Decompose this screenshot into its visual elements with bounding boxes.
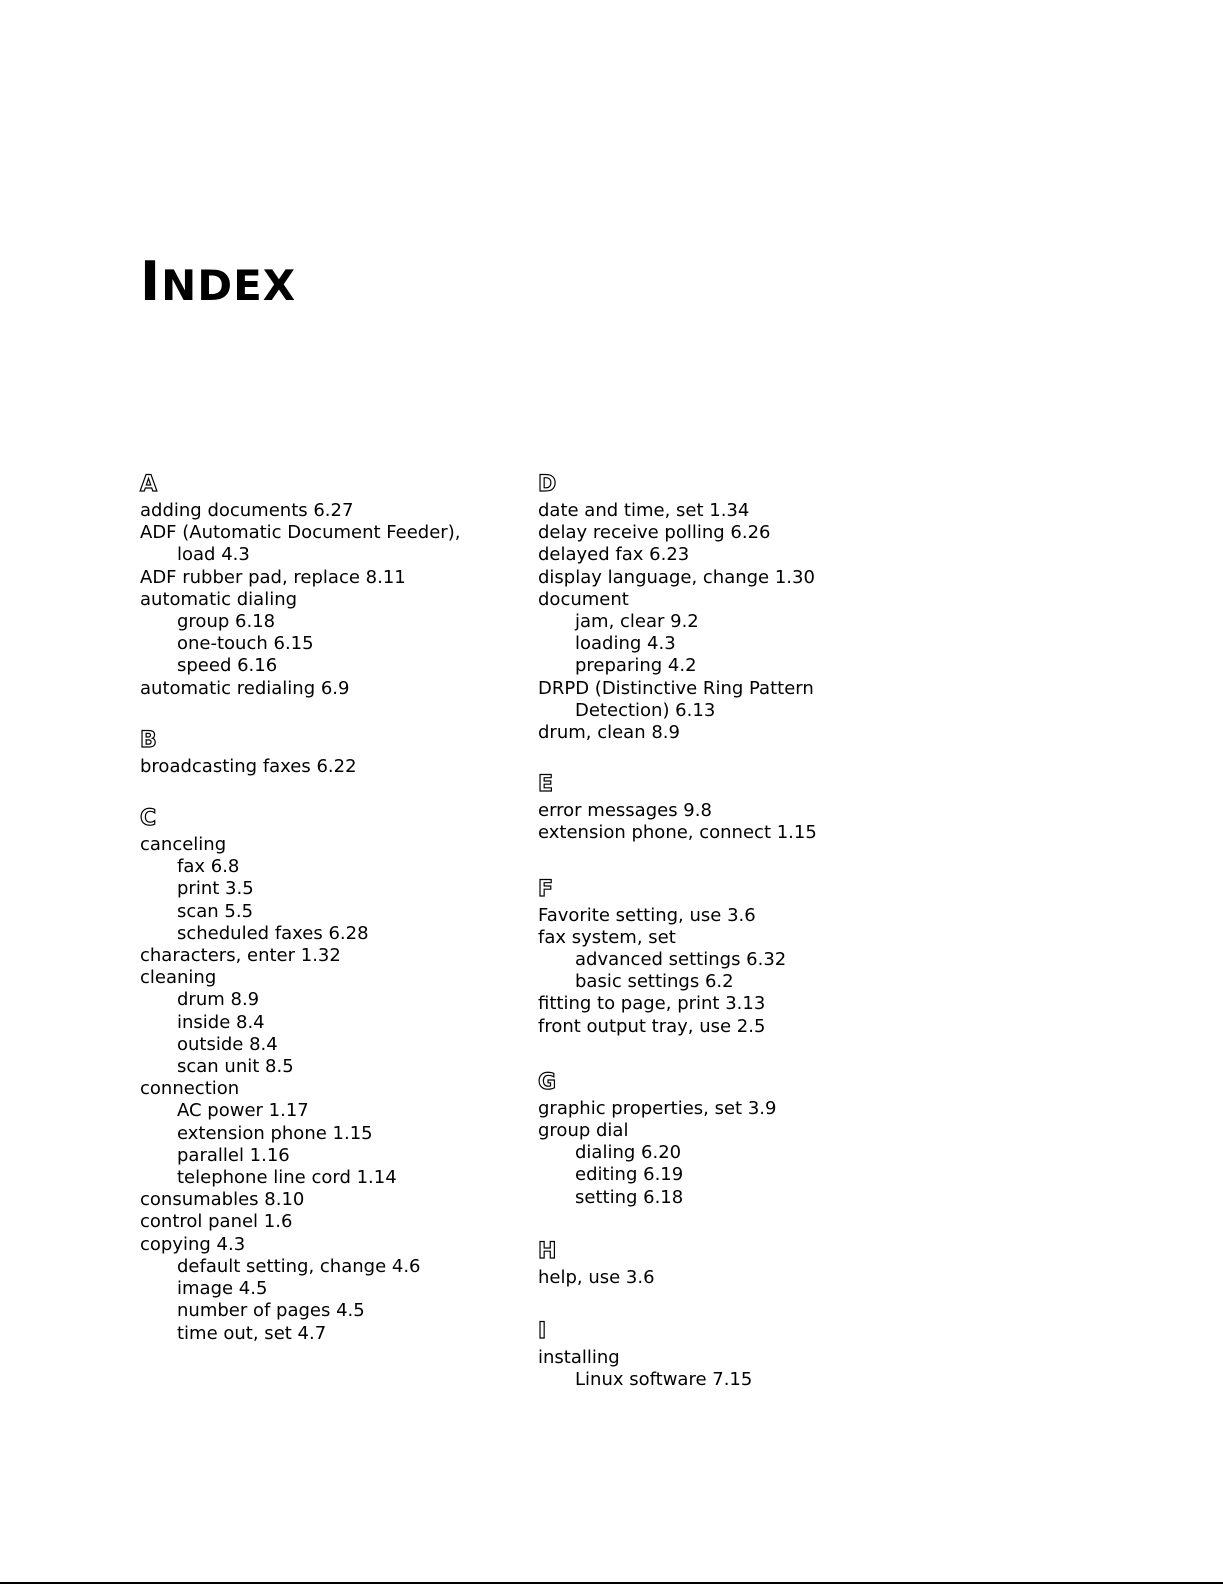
index-entry: fitting to page, print 3.13 (538, 993, 766, 1015)
index-entry: drum, clean 8.9 (538, 722, 680, 744)
index-entry: control panel 1.6 (140, 1211, 293, 1233)
section-letter: D (538, 472, 557, 497)
index-entry: group dial (538, 1120, 629, 1142)
index-subentry: basic settings 6.2 (575, 971, 734, 993)
index-subentry: telephone line cord 1.14 (177, 1167, 397, 1189)
index-subentry: time out, set 4.7 (177, 1322, 327, 1344)
index-entry: error messages 9.8 (538, 800, 712, 822)
section-letter: C (140, 806, 157, 832)
index-subentry: image 4.5 (177, 1278, 268, 1300)
index-entry: automatic dialing (140, 588, 298, 610)
index-subentry: speed 6.16 (177, 655, 278, 677)
index-subentry: outside 8.4 (177, 1033, 278, 1055)
index-section-b (140, 726, 500, 778)
index-subentry: inside 8.4 (177, 1011, 265, 1033)
index-subentry: dialing 6.20 (575, 1142, 682, 1164)
index-subentry: extension phone 1.15 (177, 1122, 373, 1144)
index-section-d (538, 470, 898, 744)
index-entry: consumables 8.10 (140, 1189, 305, 1211)
index-entry: broadcasting faxes 6.22 (140, 755, 357, 777)
title-rest: NDEX (161, 261, 297, 310)
section-letter: G (538, 1069, 557, 1095)
index-entry: front output tray, use 2.5 (538, 1015, 766, 1037)
index-section-e (538, 770, 898, 844)
index-subentry: Detection) 6.13 (575, 699, 716, 721)
index-subentry: loading 4.3 (575, 633, 676, 655)
title-initial: I (140, 250, 162, 313)
index-subentry: number of pages 4.5 (177, 1300, 365, 1322)
index-subentry: AC power 1.17 (177, 1100, 309, 1122)
index-entry: Favorite setting, use 3.6 (538, 904, 756, 926)
index-column-right (538, 470, 898, 1419)
index-entry: connection (140, 1078, 240, 1100)
index-entry: ADF (Automatic Document Feeder), (140, 522, 461, 544)
index-subentry: advanced settings 6.32 (575, 949, 787, 971)
index-column-left (140, 470, 500, 1373)
index-subentry: parallel 1.16 (177, 1144, 290, 1166)
index-entry: cleaning (140, 967, 217, 989)
index-subentry: jam, clear 9.2 (575, 611, 699, 633)
index-entry: date and time, set 1.34 (538, 500, 750, 521)
index-subentry: print 3.5 (177, 878, 254, 900)
index-subentry: preparing 4.2 (575, 655, 697, 677)
index-entry: DRPD (Distinctive Ring Pattern (538, 677, 814, 699)
index-section-h (538, 1237, 898, 1289)
index-subentry: scheduled faxes 6.28 (177, 922, 369, 944)
index-subentry: scan unit 8.5 (177, 1056, 294, 1078)
index-section-c (140, 804, 500, 1345)
index-entry: display language, change 1.30 (538, 566, 815, 588)
section-letter: E (538, 772, 554, 798)
index-subentry: scan 5.5 (177, 900, 254, 922)
index-subentry: Linux software 7.15 (575, 1369, 753, 1391)
index-entry: delayed fax 6.23 (538, 544, 690, 566)
page-title (140, 252, 296, 316)
index-subentry: setting 6.18 (575, 1186, 684, 1208)
index-subentry: group 6.18 (177, 611, 276, 633)
index-entry: automatic redialing 6.9 (140, 677, 350, 699)
index-subentry: drum 8.9 (177, 989, 260, 1011)
index-entry: delay receive polling 6.26 (538, 522, 771, 544)
index-subentry: editing 6.19 (575, 1164, 684, 1186)
index-subentry: default setting, change 4.6 (177, 1255, 421, 1277)
index-subentry: one-touch 6.15 (177, 633, 314, 655)
index-entry: copying 4.3 (140, 1233, 246, 1255)
index-entry: characters, enter 1.32 (140, 945, 341, 967)
index-section-g (538, 1068, 898, 1209)
index-section-a (140, 470, 500, 700)
section-letter: A (140, 472, 158, 497)
index-entry: document (538, 588, 629, 610)
index-subentry: load 4.3 (177, 544, 250, 566)
index-entry: fax system, set (538, 926, 676, 948)
index-entry: graphic properties, set 3.9 (538, 1097, 777, 1119)
index-entry: help, use 3.6 (538, 1266, 655, 1288)
section-letter: I (538, 1319, 547, 1345)
index-section-f (538, 875, 898, 1038)
index-entry: installing (538, 1347, 620, 1369)
index-section-i (538, 1317, 898, 1391)
index-subentry: fax 6.8 (177, 856, 240, 878)
index-entry: canceling (140, 834, 227, 856)
section-letter: F (538, 876, 554, 902)
index-entry: extension phone, connect 1.15 (538, 822, 817, 844)
section-letter: H (538, 1238, 557, 1264)
index-entry: ADF rubber pad, replace 8.11 (140, 566, 406, 588)
section-letter: B (140, 727, 157, 753)
index-entry: adding documents 6.27 (140, 500, 354, 521)
